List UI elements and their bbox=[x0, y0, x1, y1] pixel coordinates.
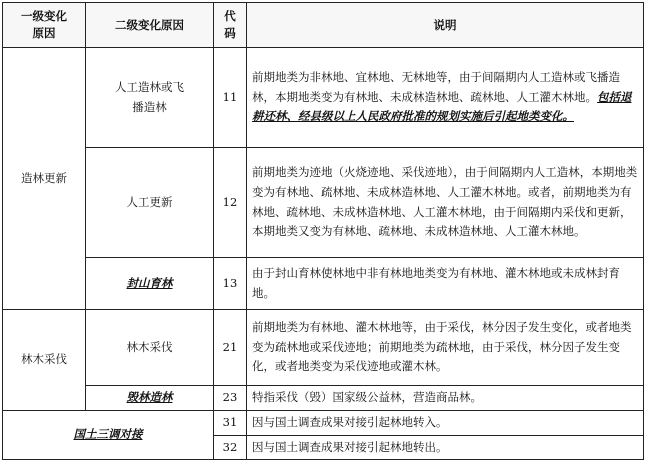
header-level2-reason: 二级变化原因 bbox=[86, 3, 214, 48]
table-row-21 bbox=[3, 310, 644, 386]
header-code-text: 代码 bbox=[224, 9, 236, 40]
code-23: 23 bbox=[214, 386, 247, 411]
level2-artificial-afforestation bbox=[86, 48, 214, 148]
level1-afforestation: 造林更新 bbox=[3, 48, 86, 310]
level2-logging: 林木采伐 bbox=[86, 310, 214, 386]
level2-artificial-afforestation-text: 人工造林或飞播造林 bbox=[115, 79, 184, 114]
forest-change-table bbox=[2, 2, 644, 460]
code-21: 21 bbox=[214, 310, 247, 386]
header-level1-reason bbox=[3, 3, 86, 48]
description-11-text: 前期地类为非林地、宜林地、无林地等，由于间隔期内人工造林或飞播造林，本期地类变为有林地、未成林造林地、疏林地、人工灌木林地。 bbox=[252, 69, 620, 104]
header-row bbox=[3, 3, 644, 48]
description-21: 前期地类为有林地、灌木林地等，由于采伐，林分因子发生变化，或者地类变为疏林地或采伐迹地；前期地类为疏林地，由于采伐，林分因子发生变化，或者地类变为采伐迹地或灌木林。 bbox=[247, 310, 644, 386]
level2-destroy-forest bbox=[86, 386, 214, 411]
header-code bbox=[214, 3, 247, 48]
level2-artificial-regeneration: 人工更新 bbox=[86, 148, 214, 258]
table-row-23 bbox=[3, 386, 644, 411]
header-level1-text: 一级变化原因 bbox=[21, 9, 67, 40]
code-13: 13 bbox=[214, 258, 247, 310]
table-row-13 bbox=[3, 258, 644, 310]
description-23: 特指采伐（毁）国家级公益林，营造商品林。 bbox=[247, 386, 644, 411]
level1-logging: 林木采伐 bbox=[3, 310, 86, 411]
header-description: 说明 bbox=[247, 3, 644, 48]
code-31: 31 bbox=[214, 410, 247, 435]
description-12: 前期地类为迹地（火烧迹地、采伐迹地），由于间隔期内人工造林，本期地类变为有林地、疏林地、未成林造林地、人工灌木林地。或者，前期地类为有林地、疏林地、未成林造林地、人工灌木林地，由于间隔期内采伐和更新，本期地类又变为有林地、疏林地、未成林造林地、人工灌木林地。 bbox=[247, 148, 644, 258]
level1-land-survey-text: 国土三调对接 bbox=[73, 427, 143, 442]
level2-destroy-forest-text: 毁林造林 bbox=[126, 390, 173, 404]
table-row-31 bbox=[3, 410, 644, 435]
level1-land-survey bbox=[3, 410, 214, 460]
description-11-emphasis: 包括退耕还林、经县级以上人民政府批准的规划实施后引起地类变化。 bbox=[252, 89, 632, 124]
level2-mountain-closure bbox=[86, 258, 214, 310]
code-11: 11 bbox=[214, 48, 247, 148]
code-32: 32 bbox=[214, 435, 247, 460]
description-31: 因与国土调查成果对接引起林地转入。 bbox=[247, 410, 644, 435]
table-row-12 bbox=[3, 148, 644, 258]
description-11 bbox=[247, 48, 644, 148]
level2-mountain-closure-text: 封山育林 bbox=[126, 275, 173, 290]
description-32: 因与国土调查成果对接引起林地转出。 bbox=[247, 435, 644, 460]
description-13: 由于封山育林使林地中非有林地地类变为有林地、灌木林地或未成林封育地。 bbox=[247, 258, 644, 310]
code-12: 12 bbox=[214, 148, 247, 258]
table-row-11 bbox=[3, 48, 644, 148]
